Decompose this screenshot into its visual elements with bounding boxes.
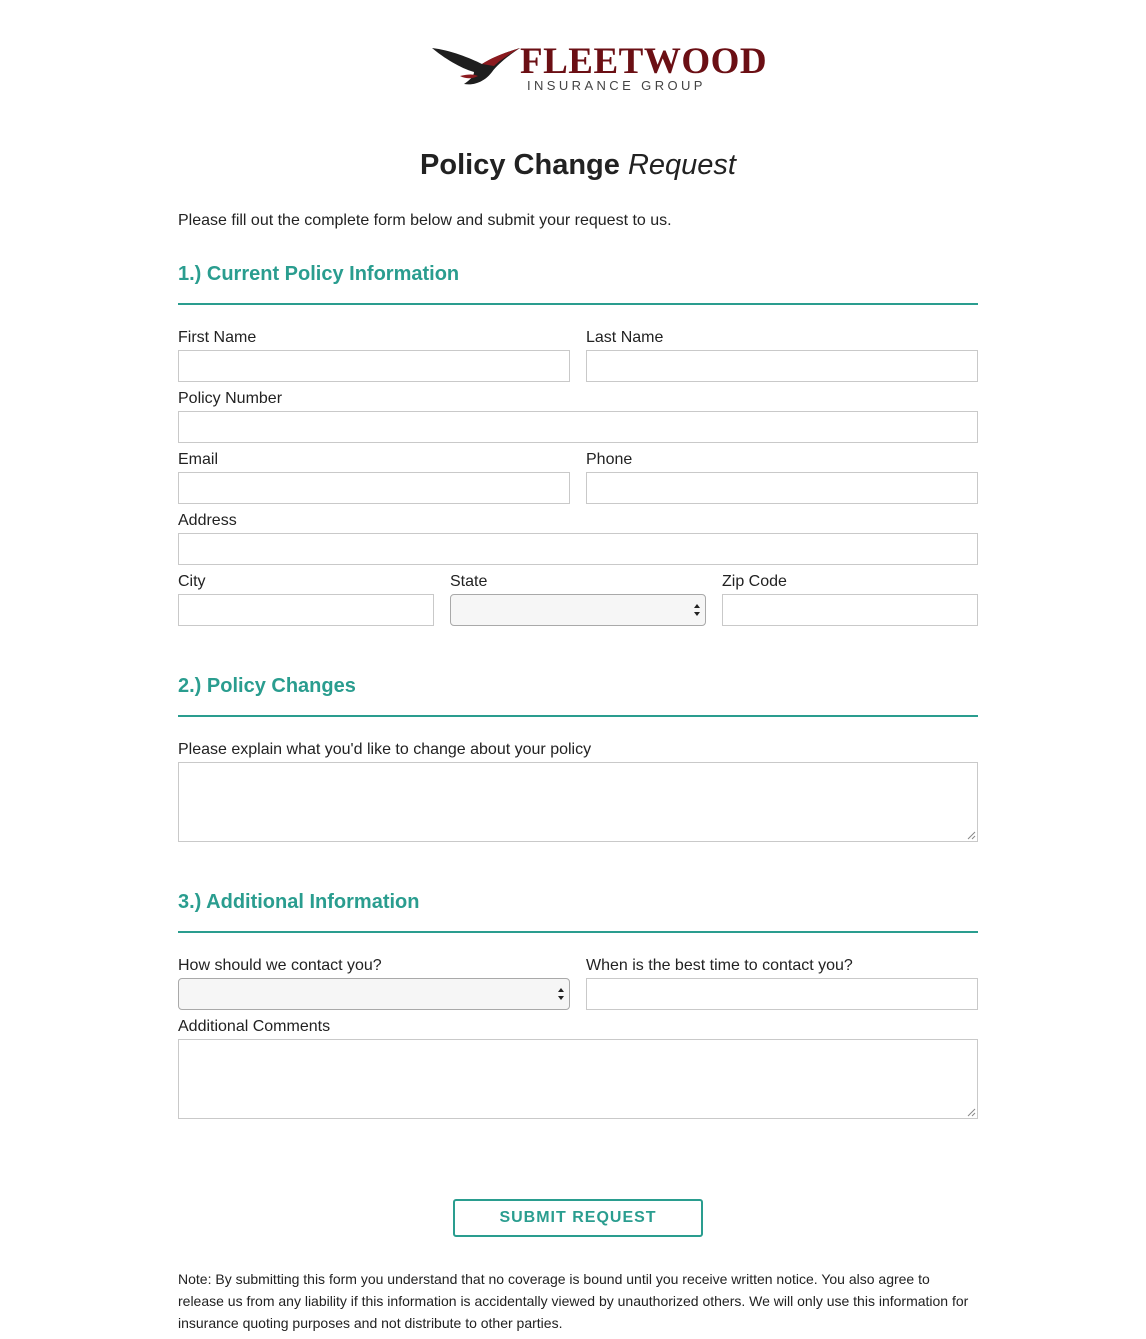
- city-label: City: [178, 573, 206, 590]
- email-input[interactable]: [178, 472, 570, 504]
- email-label: Email: [178, 451, 219, 468]
- policy-number-input[interactable]: [178, 411, 978, 443]
- best-time-label: When is the best time to contact you?: [586, 957, 853, 974]
- state-select[interactable]: [450, 594, 706, 626]
- phone-label: Phone: [586, 451, 633, 468]
- state-label: State: [450, 573, 488, 590]
- section-divider: [178, 931, 978, 933]
- policy-number-label: Policy Number: [178, 390, 283, 407]
- section-heading-additional-info: 3.) Additional Information: [178, 891, 420, 913]
- page-title-em: Request: [627, 149, 736, 181]
- address-label: Address: [178, 512, 237, 529]
- page-title-strong: Policy Change: [420, 149, 620, 181]
- intro-text: Please fill out the complete form below and submit your request to us.: [178, 212, 672, 229]
- section-heading-policy-changes: 2.) Policy Changes: [178, 675, 356, 697]
- brand-logo: [430, 41, 768, 98]
- select-arrows-icon: [693, 602, 701, 618]
- contact-method-select[interactable]: [178, 978, 570, 1010]
- best-time-input[interactable]: [586, 978, 978, 1010]
- disclaimer-note: Note: By submitting this form you understand that no coverage is bound until you receive written notice. You also agree to release us from any liability if this information is accidentally viewed by unauthorized others. We will only use this information for insurance quoting purposes and not distribute to other parties.: [178, 1271, 969, 1331]
- zip-code-input[interactable]: [722, 594, 978, 626]
- submit-request-button[interactable]: SUBMIT REQUEST: [453, 1199, 703, 1237]
- select-arrows-icon: [557, 986, 565, 1002]
- phone-input[interactable]: [586, 472, 978, 504]
- city-input[interactable]: [178, 594, 434, 626]
- page-title: [0, 145, 1146, 185]
- section-divider: [178, 715, 978, 717]
- brand-subtitle: INSURANCE GROUP: [527, 78, 706, 93]
- first-name-label: First Name: [178, 329, 257, 346]
- policy-change-textarea[interactable]: [178, 762, 978, 842]
- zip-code-label: Zip Code: [722, 573, 787, 590]
- last-name-label: Last Name: [586, 329, 664, 346]
- section-heading-current-policy: 1.) Current Policy Information: [178, 263, 460, 285]
- first-name-input[interactable]: [178, 350, 570, 382]
- contact-method-label: How should we contact you?: [178, 957, 382, 974]
- eagle-icon: [430, 44, 522, 90]
- brand-name: FLEETWOOD: [520, 41, 768, 82]
- address-input[interactable]: [178, 533, 978, 565]
- section-divider: [178, 303, 978, 305]
- additional-comments-label: Additional Comments: [178, 1018, 331, 1035]
- additional-comments-textarea[interactable]: [178, 1039, 978, 1119]
- resize-grip-icon[interactable]: [967, 831, 976, 840]
- resize-grip-icon[interactable]: [967, 1108, 976, 1117]
- last-name-input[interactable]: [586, 350, 978, 382]
- policy-change-explain-label: Please explain what you'd like to change about your policy: [178, 741, 592, 758]
